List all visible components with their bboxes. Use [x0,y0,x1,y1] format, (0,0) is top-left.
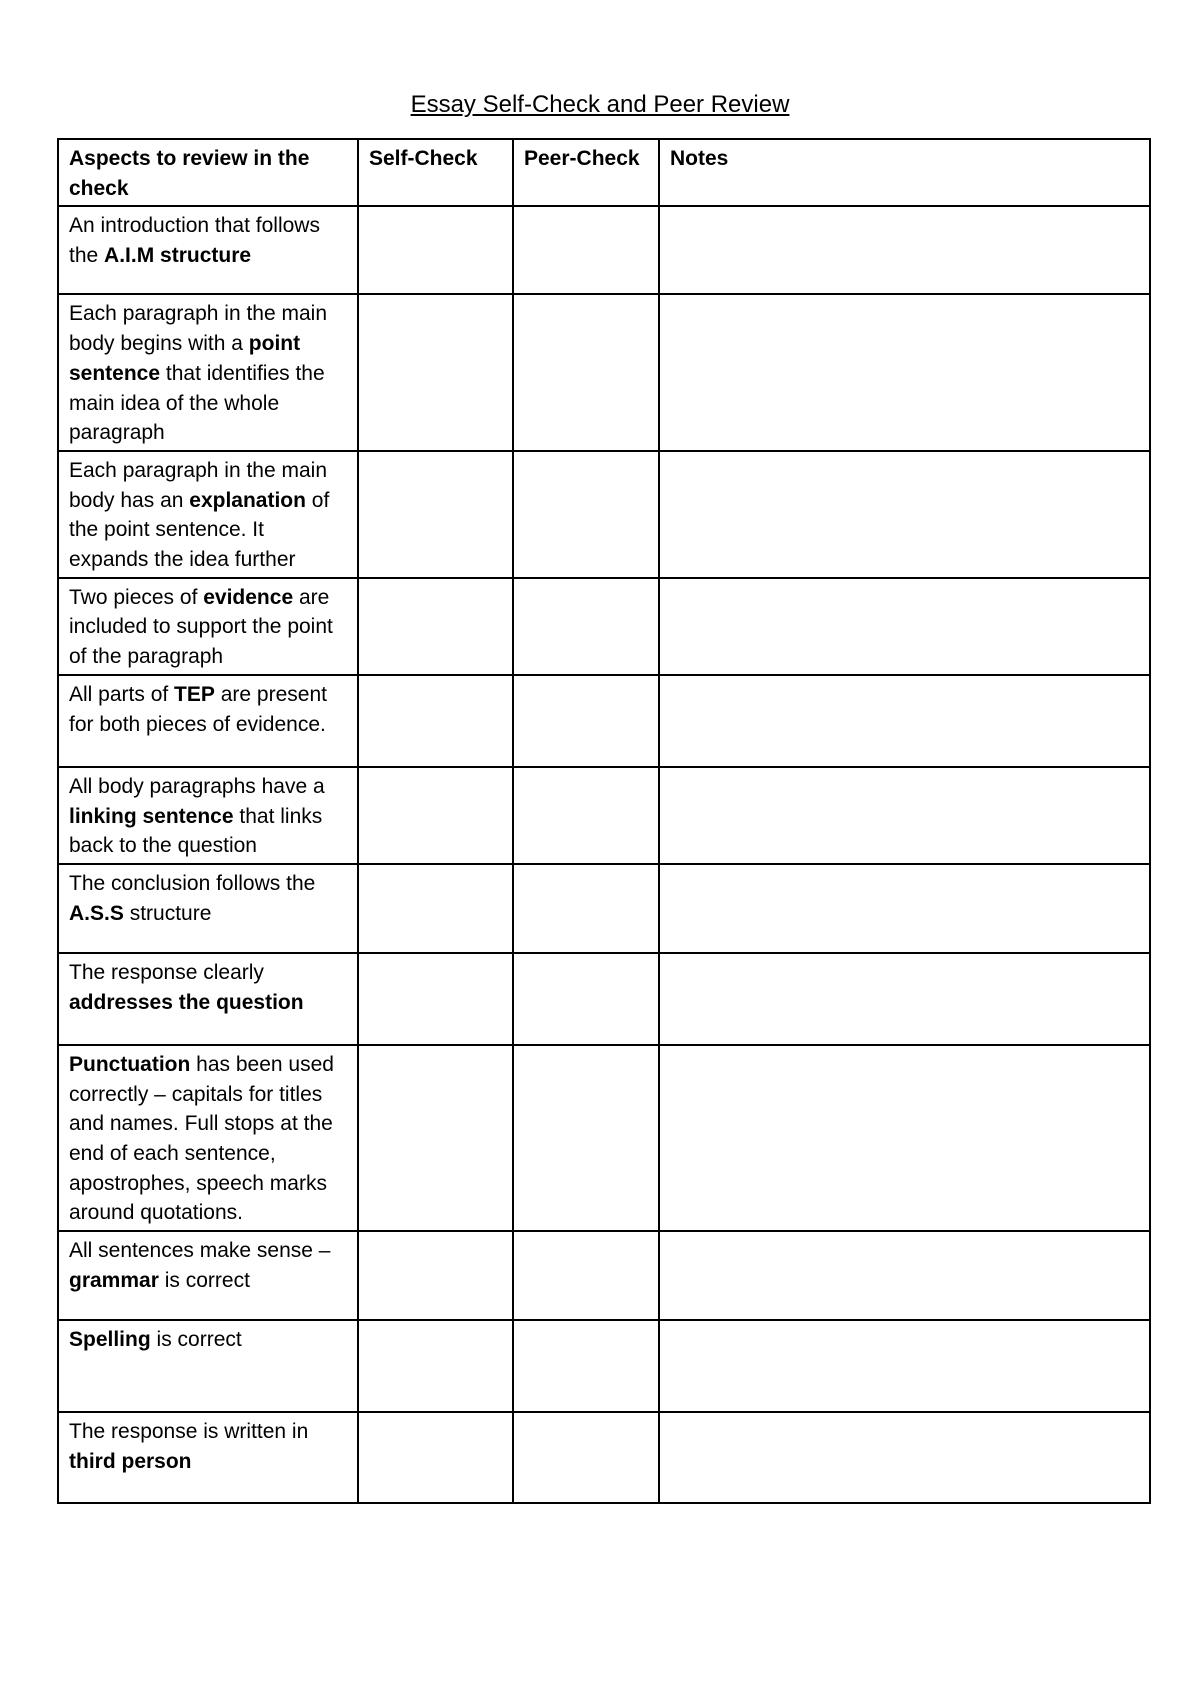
column-header-notes: Notes [659,139,1150,206]
notes-cell[interactable] [659,578,1150,675]
aspect-text: Each paragraph in the main body has an [69,458,327,512]
aspect-text: The conclusion follows the [69,871,316,895]
peer-check-cell[interactable] [513,1045,659,1231]
aspect-cell [58,953,358,1045]
notes-cell[interactable] [659,864,1150,953]
key-term: linking sentence [69,804,234,828]
aspect-text: is correct [150,1328,242,1352]
self-check-cell[interactable] [358,578,513,675]
table-row [58,1320,1150,1412]
notes-cell[interactable] [659,953,1150,1045]
notes-cell[interactable] [659,1320,1150,1412]
peer-check-cell[interactable] [513,1320,659,1412]
aspect-text: The response is written in [69,1420,309,1444]
key-term: Punctuation [69,1052,191,1076]
self-check-cell[interactable] [358,1412,513,1503]
key-term: TEP [174,682,215,706]
aspect-cell [58,578,358,675]
aspect-text: Each paragraph in the main body begins with a [69,302,327,356]
aspect-cell [58,767,358,864]
notes-cell[interactable] [659,294,1150,451]
aspect-text: The response clearly [69,960,264,984]
aspect-cell [58,451,358,578]
aspect-text: structure [123,901,212,925]
table-row [58,675,1150,767]
key-term: A.S.S [69,901,124,925]
peer-check-cell[interactable] [513,294,659,451]
aspect-text: that links back to the question [69,804,323,858]
table-row [58,451,1150,578]
aspect-text: of the point sentence. It expands the idea further [69,488,330,572]
notes-cell[interactable] [659,675,1150,767]
aspect-text: are present for both pieces of evidence. [69,682,327,736]
aspect-cell [58,1320,358,1412]
aspect-text: is correct [158,1268,250,1292]
review-checklist-table [57,138,1151,1504]
peer-check-cell[interactable] [513,206,659,294]
peer-check-cell[interactable] [513,767,659,864]
aspect-text: All body paragraphs have a [69,774,325,798]
peer-check-cell[interactable] [513,675,659,767]
key-term: grammar [69,1268,159,1292]
self-check-cell[interactable] [358,451,513,578]
table-row [58,953,1150,1045]
self-check-cell[interactable] [358,864,513,953]
table-row [58,206,1150,294]
peer-check-cell[interactable] [513,451,659,578]
table-row [58,294,1150,451]
aspect-cell [58,1045,358,1231]
aspect-text: has been used correctly – capitals for titles and names. Full stops at the end of each sentence, apostrophes, speech marks around quotations. [69,1052,334,1225]
notes-cell[interactable] [659,1412,1150,1503]
aspect-text: are included to support the point of the paragraph [69,585,333,669]
key-term: addresses the question [69,990,304,1014]
self-check-cell[interactable] [358,675,513,767]
self-check-cell[interactable] [358,953,513,1045]
notes-cell[interactable] [659,767,1150,864]
aspect-cell [58,294,358,451]
self-check-cell[interactable] [358,1320,513,1412]
column-header-aspects: Aspects to review in the check [58,139,358,206]
document-title: Essay Self-Check and Peer Review [410,91,790,118]
peer-check-cell[interactable] [513,1412,659,1503]
key-term: explanation [189,488,306,512]
checklist-body [58,206,1150,1503]
self-check-cell[interactable] [358,767,513,864]
notes-cell[interactable] [659,451,1150,578]
header-row [58,139,1150,206]
aspect-cell [58,1412,358,1503]
key-term: third person [69,1449,192,1473]
key-term: A.I.M structure [104,244,252,268]
notes-cell[interactable] [659,1231,1150,1320]
aspect-text: All sentences make sense – [69,1239,331,1263]
self-check-cell[interactable] [358,1045,513,1231]
notes-cell[interactable] [659,206,1150,294]
aspect-text: An introduction that follows the [69,214,320,268]
peer-check-cell[interactable] [513,864,659,953]
table-row [58,864,1150,953]
key-term: point sentence [69,332,301,385]
column-header-self-check: Self-Check [358,139,513,206]
aspect-cell [58,675,358,767]
aspect-text: All parts of [69,682,175,706]
peer-check-cell[interactable] [513,1231,659,1320]
aspect-text: that identifies the main idea of the whole paragraph [69,361,325,445]
table-row [58,1412,1150,1503]
self-check-cell[interactable] [358,294,513,451]
aspect-cell [58,206,358,294]
column-header-peer-check: Peer-Check [513,139,659,206]
aspect-cell [58,864,358,953]
notes-cell[interactable] [659,1045,1150,1231]
table-row [58,1231,1150,1320]
peer-check-cell[interactable] [513,578,659,675]
peer-check-cell[interactable] [513,953,659,1045]
aspect-cell [58,1231,358,1320]
table-row [58,578,1150,675]
table-row [58,1045,1150,1231]
table-row [58,767,1150,864]
self-check-cell[interactable] [358,206,513,294]
key-term: Spelling [69,1328,151,1352]
self-check-cell[interactable] [358,1231,513,1320]
aspect-text: Two pieces of [69,585,204,609]
key-term: evidence [203,585,294,609]
